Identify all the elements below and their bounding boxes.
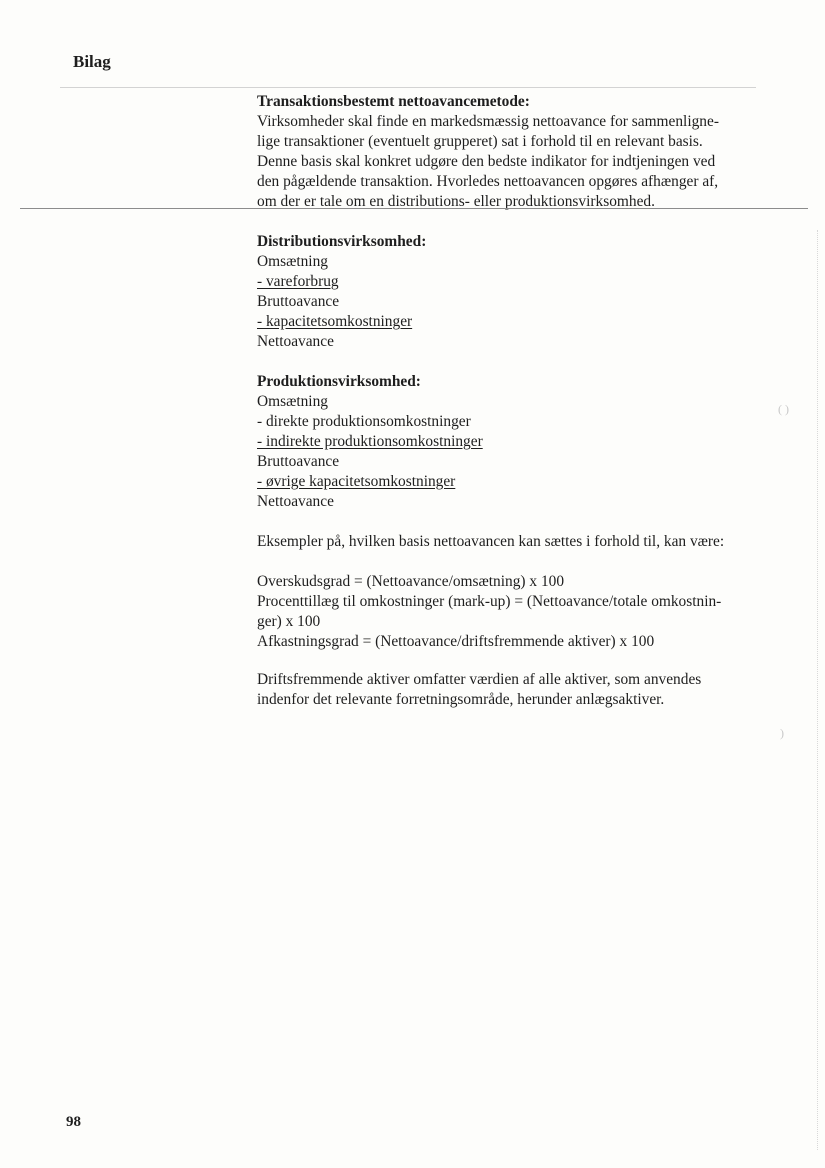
formula-line: ger) x 100 xyxy=(257,613,321,630)
examples-section xyxy=(257,532,743,552)
calc-line-subtraction: - vareforbrug xyxy=(257,273,339,290)
page-header-title: Bilag xyxy=(73,52,111,71)
calc-line: Omsætning xyxy=(257,393,328,410)
page-number: 98 xyxy=(66,1114,81,1130)
examples-paragraph: Eksempler på, hvilken basis nettoavancen kan sættes i forhold til, kan være: xyxy=(257,533,725,550)
calc-line-result: Nettoavance xyxy=(257,493,334,510)
distribution-heading: Distributionsvirksomhed: xyxy=(257,233,427,250)
distribution-section xyxy=(257,232,743,352)
calc-line-subtraction: - direkte produktionsomkostninger xyxy=(257,413,471,430)
scan-artifact: ( ) xyxy=(778,402,789,416)
intro-line: Denne basis skal konkret udgøre den bedste indikator for indtjeningen ved xyxy=(257,153,716,170)
section-divider xyxy=(20,208,808,209)
scan-artifact: ) xyxy=(780,726,784,740)
calc-line-subtraction: - kapacitetsomkostninger xyxy=(257,313,413,330)
formulas-section xyxy=(257,572,743,652)
calc-line-subtraction: - indirekte produktionsomkostninger xyxy=(257,433,483,450)
production-calculation xyxy=(257,392,743,512)
intro-line: Virksomheder skal finde en markedsmæssig nettoavance for sammenligne- xyxy=(257,113,719,130)
note-section xyxy=(257,670,743,710)
note-line: Driftsfremmende aktiver omfatter værdien af alle aktiver, som anvendes xyxy=(257,671,702,688)
calc-line-subtotal: Bruttoavance xyxy=(257,293,340,310)
header-divider xyxy=(60,87,756,88)
intro-line: den pågældende transaktion. Hvorledes nettoavancen opgøres afhænger af, xyxy=(257,173,719,190)
calc-line-subtraction: - øvrige kapacitetsomkostninger xyxy=(257,473,456,490)
production-section xyxy=(257,372,743,512)
scan-edge-shadow xyxy=(817,230,818,1150)
calc-line-subtotal: Bruttoavance xyxy=(257,453,340,470)
note-line: indenfor det relevante forretningsområde, herunder anlægsaktiver. xyxy=(257,691,665,708)
distribution-calculation xyxy=(257,252,743,352)
intro-section xyxy=(257,92,743,212)
intro-line: om der er tale om en distributions- eller produktionsvirksomhed. xyxy=(257,193,655,210)
formula-line: Overskudsgrad = (Nettoavance/omsætning) x 100 xyxy=(257,573,565,590)
calc-line-result: Nettoavance xyxy=(257,333,334,350)
production-heading: Produktionsvirksomhed: xyxy=(257,373,421,390)
formula-line: Procenttillæg til omkostninger (mark-up) = (Nettoavance/totale omkostnin- xyxy=(257,593,722,610)
intro-heading: Transaktionsbestemt nettoavancemetode: xyxy=(257,93,530,110)
intro-line: lige transaktioner (eventuelt grupperet) sat i forhold til en relevant basis. xyxy=(257,133,703,150)
intro-paragraph xyxy=(257,112,743,212)
calc-line: Omsætning xyxy=(257,253,328,270)
formula-line: Afkastningsgrad = (Nettoavance/driftsfremmende aktiver) x 100 xyxy=(257,633,655,650)
